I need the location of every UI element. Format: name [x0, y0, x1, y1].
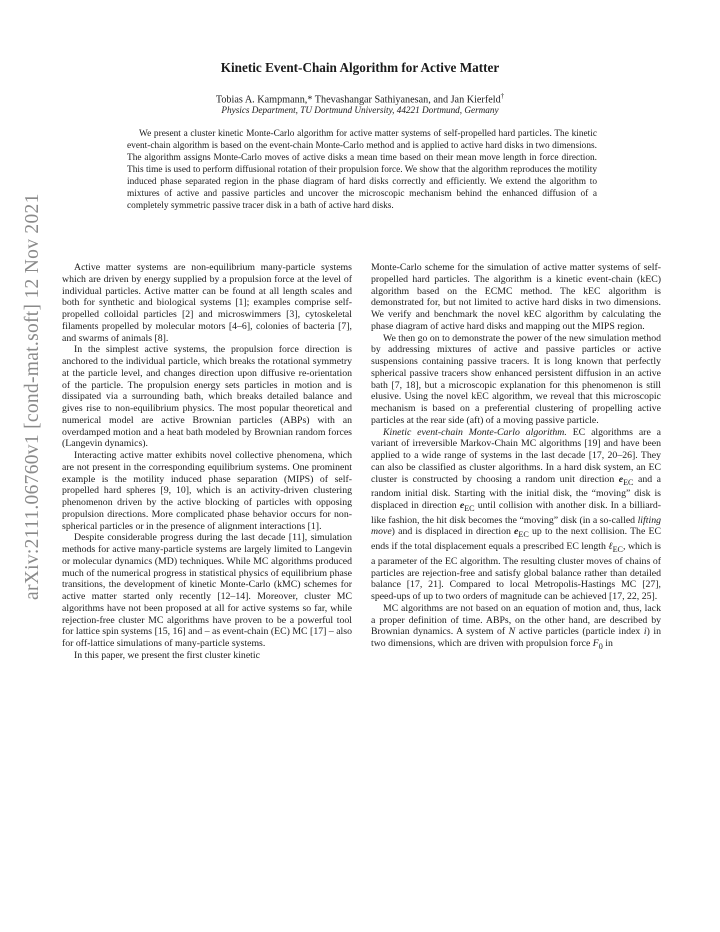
intro-paragraph-5-continued: Monte-Carlo scheme for the simulation of active matter systems of self-propelled hard particles. The algorithm is a kinetic event-chain (kEC) algorithm based on the ECMC method. The kEC algorithm is demonstrated for, but not limited to active hard disks in two dimensions. We verify and benchmark the novel kEC algorithm by calculating the phase diagram of active hard disks and mapping out the MIPS region.: [371, 262, 661, 332]
paper-title: Kinetic Event-Chain Algorithm for Active Matter: [220, 60, 500, 75]
intro-paragraph-6: We then go on to demonstrate the power of the new simulation method by addressing mixtures of active and passive particles or active suspensions containing passive tracers. It is long known that perfectly spherical passive tracers show enhanced persistent diffusion in an active bath [7, 18], but a microscopic explanation for this phenomenon is still elusive. Using the novel kEC algorithm, we reveal that this microscopic mechanism is based on a preferential clustering of propelling active particles at the rear side (aft) of a moving passive particle.: [371, 332, 661, 426]
abstract: We present a cluster kinetic Monte-Carlo algorithm for active matter systems of self-propelled hard particles. The kinetic event-chain algorithm is based on the event-chain Monte-Carlo method and is applied to active hard disks in two dimensions. The algorithm assigns Monte-Carlo moves of active disks a mean time based on their mean move length in force direction. This time is used to perform diffusional rotation of their propulsion force. We show that the algorithm reproduces the motility induced phase separated region in the phase diagram of hard disks correctly and efficiently. We extend the algorithm to mixtures of active and passive particles and uncover the microscopic mechanism behind the enhanced diffusion of a completely symmetric passive tracer disk in a bath of active hard disks.: [127, 129, 597, 211]
kec-paragraph-2: MC algorithms are not based on an equation of motion and, thus, lack a proper definition of time. ABPs, on the other hand, are described by Brownian dynamics. A system of N active particles (particle index i) in two dimensions, which are driven with propulsion force $F_0$ in: [371, 602, 662, 652]
intro-paragraph-1: Active matter systems are non-equilibrium many-particle systems which are driven by energy supplied by a propulsion force at the level of individual particles. Active matter can be found at all length scales and both for synthetic and biological systems [1]; examples comprise self-propelled colloidal particles [2] and microswimmers [3], cytoskeletal filaments propelled by molecular motors [4–6], colonies of bacteria [7], and swarms of animals [8].: [62, 262, 352, 344]
kec-section-heading: Kinetic event-chain Monte-Carlo algorithm.: [383, 426, 567, 438]
author-footnote-mark: †: [500, 92, 505, 100]
intro-paragraph-2: In the simplest active systems, the propulsion force direction is anchored to the individual particle, which breaks the rotational symmetry at the particle level, and changes direction upon diffusive re-orientation of the particle. The propulsion energy sets particles in motion and is dissipated via a surrounding bath, which breaks detailed balance and gives rise to non-equilibrium physics. The most popular theoretical and numerical model are active Brownian particles (ABPs) with an overdamped motion and a heat bath modeled by Brownian random forces (Langevin dynamics).: [62, 344, 352, 450]
author-names: Tobias A. Kampmann,* Thevashangar Sathiyanesan, and Jan Kierfeld: [215, 94, 501, 106]
affiliation: Physics Department, TU Dortmund University, 44221 Dortmund, Germany: [221, 105, 499, 115]
intro-paragraph-5: In this paper, we present the first cluster kinetic: [74, 649, 260, 661]
intro-paragraph-4: Despite considerable progress during the last decade [11], simulation methods for active many-particle systems are largely limited to Langevin or molecular dynamics (MD) techniques. While MC algorithms produced much of the numerical progress in statistical physics of equilibrium phase transitions, the development of kinetic Monte-Carlo (kMC) schemes for active matter started only recently [12–14]. Moreover, cluster MC algorithms have not been proposed at all for active systems so far, while rejection-free cluster MC algorithms have proven to be a powerful tool for lattice spin systems [15, 16] and – as event-chain (EC) MC [17] – also for off-lattice simulations of many-particle systems.: [62, 532, 352, 649]
left-column: [62, 262, 352, 662]
author-list: [0, 92, 720, 105]
right-column: [371, 262, 661, 653]
arxiv-id-text: arXiv:2111.06760v1 [cond-mat.soft] 12 Nov 2021: [22, 193, 43, 600]
kec-paragraph-1: Kinetic event-chain Monte-Carlo algorithm. EC algorithms are a variant of irreversible Markov-Chain MC algorithms [19] and have been applied to a wide range of systems in the last decade [17, 20–26]. They can also be classified as cluster algorithms. In a hard disk system, an EC cluster is constructed by choosing a random unit direction $e_{EC}$ and a random initial disk. Starting with the initial disk, the “moving” disk is displaced in direction $e_{EC}$ until collision with another disk. In a billiard-like fashion, the hit disk becomes the “moving” disk (in a so-called lifting move) and is displaced in direction $e_{EC}$ up to the next collision. The EC ends if the total displacement equals a prescribed EC length ℓ$_{EC}$, which is a parameter of the EC algorithm. The resulting cluster moves of chains of particles are rejection-free and satisfy global balance rather than detailed balance [17, 21]. Compared to local Metropolis-Hastings MC [27], speed-ups of up to two orders of magnitude can be achieved [17, 22, 25].: [371, 426, 661, 603]
intro-paragraph-3: Interacting active matter exhibits novel collective phenomena, which are not present in the corresponding equilibrium systems. One prominent example is the motility induced phase separation (MIPS) of self-propelled hard spheres [9, 10], which is an activity-driven clustering phenomenon driven by the active blocking of particles with opposing propulsion directions. More complicated phase behavior occurs for non-spherical particles or in the presence of alignment interactions [1].: [62, 450, 352, 532]
lifting-move-term: lifting move: [371, 514, 661, 538]
